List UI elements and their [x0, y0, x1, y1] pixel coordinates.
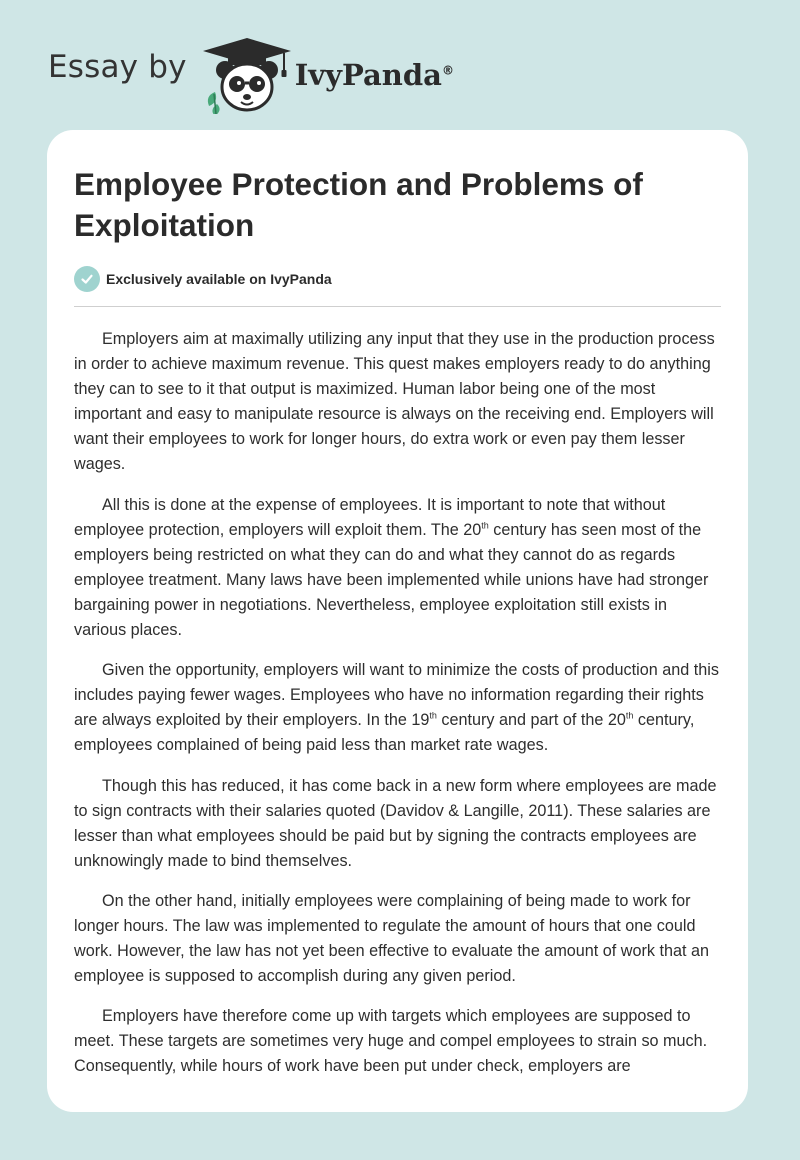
paragraph: Employers have therefore come up with targets which employees are supposed to meet. These targets are sometimes very huge and compel employees to strain so much. Consequently, while hours of work have been put under check, employers are: [74, 1007, 708, 1076]
paragraph: Though this has reduced, it has come back in a new form where employees are made to sign contracts with their salaries quoted (Davidov & Langille, 2011). These salaries are lesser than what employees should be paid but by signing the contracts employees are unknowingly made to bind themselves.: [74, 776, 717, 870]
checkmark-icon: [74, 266, 100, 292]
brand-name[interactable]: IvyPanda®: [294, 58, 454, 92]
paragraph: On the other hand, initially employees were complaining of being made to work for longer hours. The law was implemented to regulate the amount of hours that one could work. However, the law has not yet been effective to evaluate the amount of work that an employee is supposed to accomplish during any given period.: [74, 891, 709, 986]
paragraph: Employers aim at maximally utilizing any input that they use in the production process in order to achieve maximum revenue. This quest makes employers ready to do anything they can to see to it that output is maximized. Human labor being one of the most important and easy to manipulate resource is always on the receiving end. Employers will want their employees to work for longer hours, do extra work or even pay them lesser wages.: [74, 330, 715, 474]
exclusive-label: Exclusively available on IvyPanda: [106, 271, 332, 287]
paragraph: Given the opportunity, employers will want to minimize the costs of production and this includes paying fewer wages. Employees who have no information regarding their rights are always exploited by their employers. In the 19th century and part of the 20th century, employees complained of being paid less than market rate wages.: [74, 661, 719, 755]
essay-card: [47, 130, 748, 1112]
essay-body: [74, 327, 721, 1080]
essay-by-label: Essay by: [48, 49, 187, 85]
paragraph: All this is done at the expense of employees. It is important to note that without employee protection, employers will exploit them. The 20th century has seen most of the employers being restricted on what they can do and what they cannot do as regards employee treatment. Many laws have been implemented while unions have had stronger bargaining power in negotiations. Nevertheless, employee exploitation still exists in various places.: [74, 495, 709, 640]
exclusive-badge: [74, 266, 721, 307]
site-header: [48, 34, 454, 114]
panda-graduate-icon[interactable]: [201, 34, 293, 114]
registered-mark: ®: [441, 63, 454, 78]
essay-title: Employee Protection and Problems of Exploitation: [74, 166, 643, 243]
